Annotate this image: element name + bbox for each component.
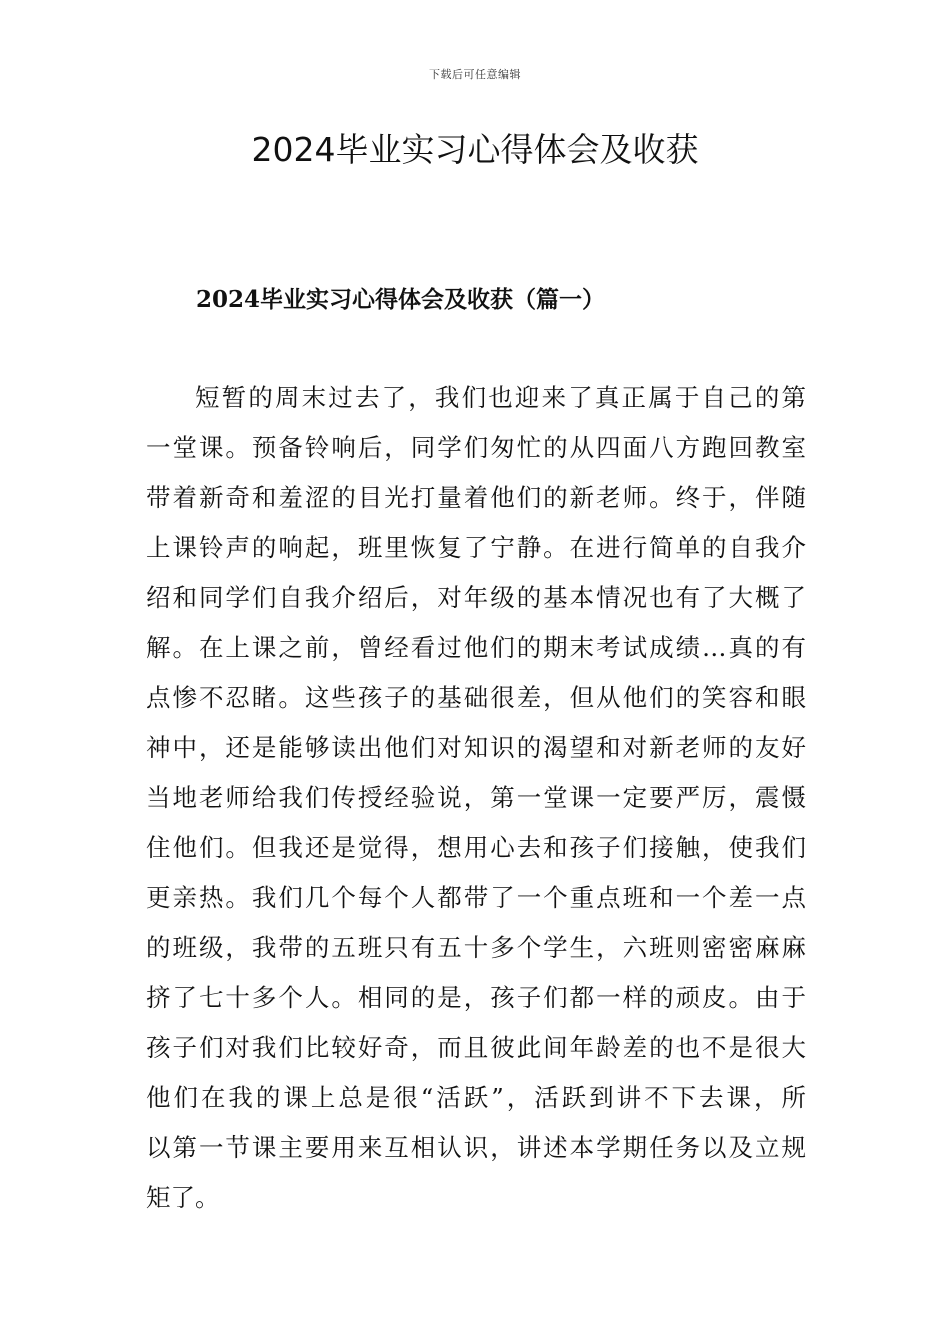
- paragraph-line: 上课铃声的响起，班里恢复了宁静。在进行简单的自我介: [146, 533, 806, 562]
- paragraph-line: 他们在我的课上总是很“活跃”，活跃到讲不下去课，所: [146, 1083, 806, 1112]
- paragraph-line: 一堂课。预备铃响后，同学们匆忙的从四面八方跑回教室: [146, 433, 806, 462]
- section-heading: 2024毕业实习心得体会及收获（篇一）: [196, 286, 606, 313]
- paragraph-line: 点惨不忍睹。这些孩子的基础很差，但从他们的笑容和眼: [146, 683, 806, 712]
- paragraph-line: 更亲热。我们几个每个人都带了一个重点班和一个差一点: [146, 883, 806, 912]
- paragraph-line: 的班级，我带的五班只有五十多个学生，六班则密密麻麻: [146, 933, 806, 962]
- paragraph-line: 挤了七十多个人。相同的是，孩子们都一样的顽皮。由于: [146, 983, 806, 1012]
- paragraph-line: 解。在上课之前，曾经看过他们的期末考试成绩…真的有: [146, 633, 806, 662]
- document-title: 2024毕业实习心得体会及收获: [251, 130, 699, 169]
- paragraph-line: 绍和同学们自我介绍后，对年级的基本情况也有了大概了: [146, 583, 806, 612]
- paragraph-line: 短暂的周末过去了，我们也迎来了真正属于自己的第: [195, 383, 806, 412]
- paragraph-line: 矩了。: [146, 1183, 220, 1212]
- paragraph-line: 带着新奇和羞涩的目光打量着他们的新老师。终于，伴随: [146, 483, 806, 512]
- paragraph-line: 当地老师给我们传授经验说，第一堂课一定要严厉，震慑: [146, 783, 806, 812]
- paragraph-line: 住他们。但我还是觉得，想用心去和孩子们接触，使我们: [146, 833, 806, 862]
- paragraph-line: 孩子们对我们比较好奇，而且彼此间年龄差的也不是很大: [146, 1033, 806, 1062]
- paragraph-line: 神中，还是能够读出他们对知识的渴望和对新老师的友好: [146, 733, 806, 762]
- paragraph-line: 以第一节课主要用来互相认识，讲述本学期任务以及立规: [146, 1133, 806, 1162]
- body-paragraph: [146, 378, 806, 1228]
- header-note: 下载后可任意编辑: [429, 68, 521, 81]
